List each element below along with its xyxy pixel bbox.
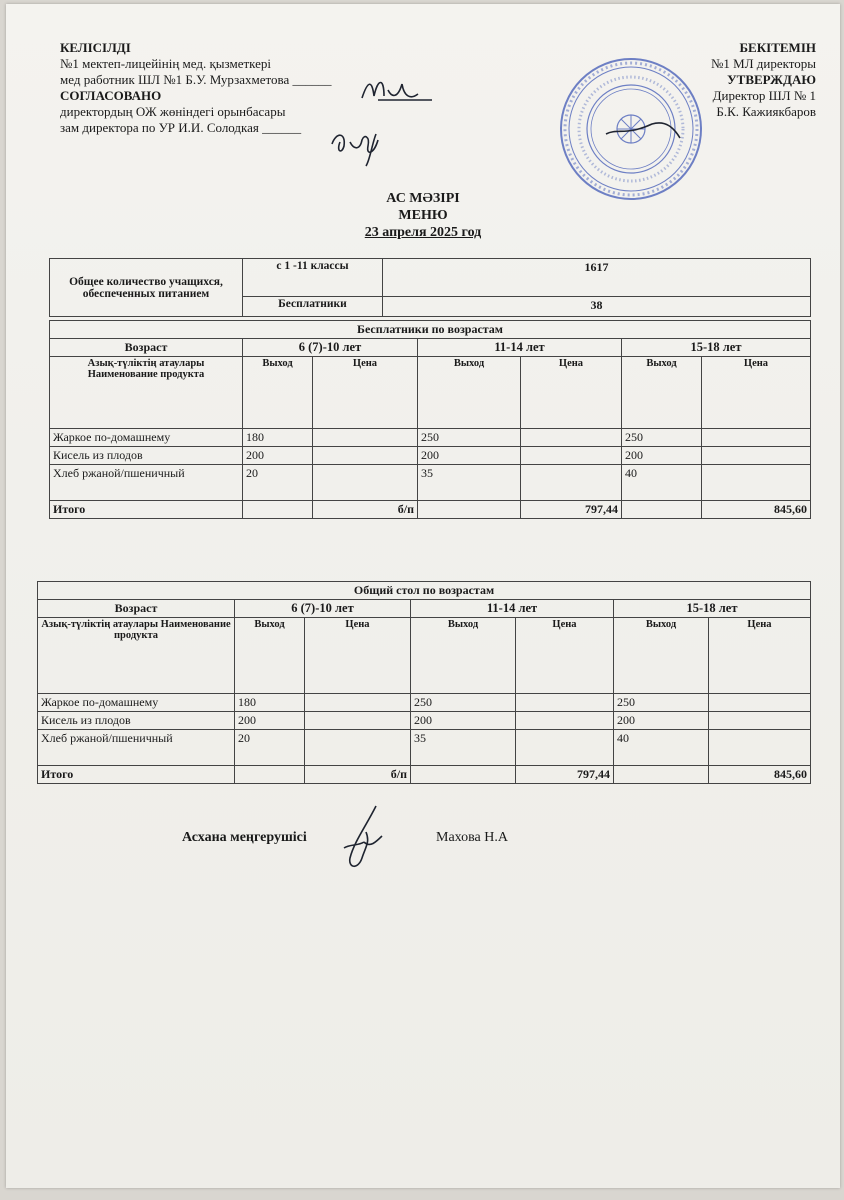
product-name: Жаркое по-домашнему	[38, 694, 235, 712]
col-out: Выход	[622, 357, 702, 429]
col-out: Выход	[235, 618, 305, 694]
product-name: Хлеб ржаной/пшеничный	[50, 465, 243, 501]
free-label: Бесплатники	[243, 297, 383, 317]
product-header: Азық-түліктің атаулары Наименование продукта	[50, 357, 243, 429]
col-price: Цена	[313, 357, 418, 429]
total-group-3: 845,60	[702, 501, 811, 519]
med-worker-kz: №1 мектеп-лицейінің мед. қызметкері	[60, 56, 272, 71]
menu-date: 23 апреля 2025 год	[364, 225, 482, 240]
table-row	[50, 465, 811, 501]
summary-label: Общее количество учащихся, обеспеченных питанием	[50, 259, 243, 317]
out-value: 250	[411, 694, 516, 712]
out-value: 20	[235, 730, 305, 766]
product-name: Жаркое по-домашнему	[50, 429, 243, 447]
age-group-1: 6 (7)-10 лет	[235, 600, 411, 618]
director-kz: №1 МЛ директоры	[710, 56, 816, 71]
classes-label: с 1 -11 классы	[243, 259, 383, 297]
document-sheet	[6, 4, 840, 1188]
total-group-3: 845,60	[709, 766, 811, 784]
out-value: 35	[418, 465, 521, 501]
total-row	[50, 501, 811, 519]
col-price: Цена	[702, 357, 811, 429]
agreed-ru-heading: СОГЛАСОВАНО	[60, 88, 162, 103]
out-value: 200	[235, 712, 305, 730]
deputy-kz: директордың ОЖ жөніндегі орынбасары	[60, 104, 286, 119]
total-row	[38, 766, 811, 784]
age-label: Возраст	[38, 600, 235, 618]
total-group-2: 797,44	[521, 501, 622, 519]
free-meals-table	[49, 320, 811, 519]
out-value: 35	[411, 730, 516, 766]
director-name: Б.К. Кажиякбаров	[716, 104, 816, 119]
canteen-head-name: Махова Н.А	[436, 830, 508, 845]
classes-value: 1617	[383, 259, 811, 297]
col-out: Выход	[243, 357, 313, 429]
table-row	[38, 712, 811, 730]
col-price: Цена	[709, 618, 811, 694]
table-row	[38, 730, 811, 766]
age-label: Возраст	[50, 339, 243, 357]
free-table-caption: Бесплатники по возрастам	[50, 321, 811, 339]
out-value: 180	[243, 429, 313, 447]
out-value: 250	[622, 429, 702, 447]
approval-left-block	[60, 40, 332, 136]
age-group-3: 15-18 лет	[614, 600, 811, 618]
signature-deputy	[326, 124, 396, 168]
col-out: Выход	[614, 618, 709, 694]
out-value: 200	[243, 447, 313, 465]
col-out: Выход	[418, 357, 521, 429]
age-group-1: 6 (7)-10 лет	[243, 339, 418, 357]
menu-title-ru: МЕНЮ	[398, 208, 448, 223]
col-price: Цена	[305, 618, 411, 694]
product-name: Кисель из плодов	[50, 447, 243, 465]
official-seal	[556, 54, 706, 204]
summary-table	[49, 258, 811, 317]
product-header: Азық-түліктің атаулары Наименование продукта	[38, 618, 235, 694]
agreed-kz-heading: КЕЛІСІЛДІ	[60, 40, 131, 55]
approve-ru-heading: УТВЕРЖДАЮ	[727, 72, 816, 87]
col-price: Цена	[516, 618, 614, 694]
total-group-2: 797,44	[516, 766, 614, 784]
menu-title-kz: АС МӘЗІРІ	[386, 191, 460, 206]
med-worker-ru: мед работник ШЛ №1 Б.У. Мурзахметова ______	[60, 72, 332, 87]
age-group-2: 11-14 лет	[411, 600, 614, 618]
signature-canteen-head	[336, 802, 396, 882]
free-value: 38	[383, 297, 811, 317]
out-value: 20	[243, 465, 313, 501]
signature-med-worker	[358, 70, 438, 110]
total-label: Итого	[50, 501, 243, 519]
out-value: 200	[418, 447, 521, 465]
total-label: Итого	[38, 766, 235, 784]
total-group-1: б/п	[313, 501, 418, 519]
total-group-1: б/п	[305, 766, 411, 784]
out-value: 180	[235, 694, 305, 712]
table-row	[50, 447, 811, 465]
out-value: 200	[411, 712, 516, 730]
approval-right-block	[711, 40, 816, 120]
product-name: Хлеб ржаной/пшеничный	[38, 730, 235, 766]
age-group-3: 15-18 лет	[622, 339, 811, 357]
table-row	[50, 429, 811, 447]
approve-kz-heading: БЕКІТЕМІН	[739, 40, 816, 55]
general-table-caption: Общий стол по возрастам	[38, 582, 811, 600]
deputy-ru: зам директора по УР И.И. Солодкая ______	[60, 120, 302, 135]
col-out: Выход	[411, 618, 516, 694]
col-price: Цена	[521, 357, 622, 429]
out-value: 40	[614, 730, 709, 766]
product-name: Кисель из плодов	[38, 712, 235, 730]
age-group-2: 11-14 лет	[418, 339, 622, 357]
out-value: 250	[418, 429, 521, 447]
out-value: 200	[614, 712, 709, 730]
general-table	[37, 581, 811, 784]
out-value: 40	[622, 465, 702, 501]
director-ru: Директор ШЛ № 1	[712, 88, 816, 103]
out-value: 250	[614, 694, 709, 712]
out-value: 200	[622, 447, 702, 465]
table-row	[38, 694, 811, 712]
canteen-head-role: Асхана меңгерушісі	[182, 830, 307, 845]
